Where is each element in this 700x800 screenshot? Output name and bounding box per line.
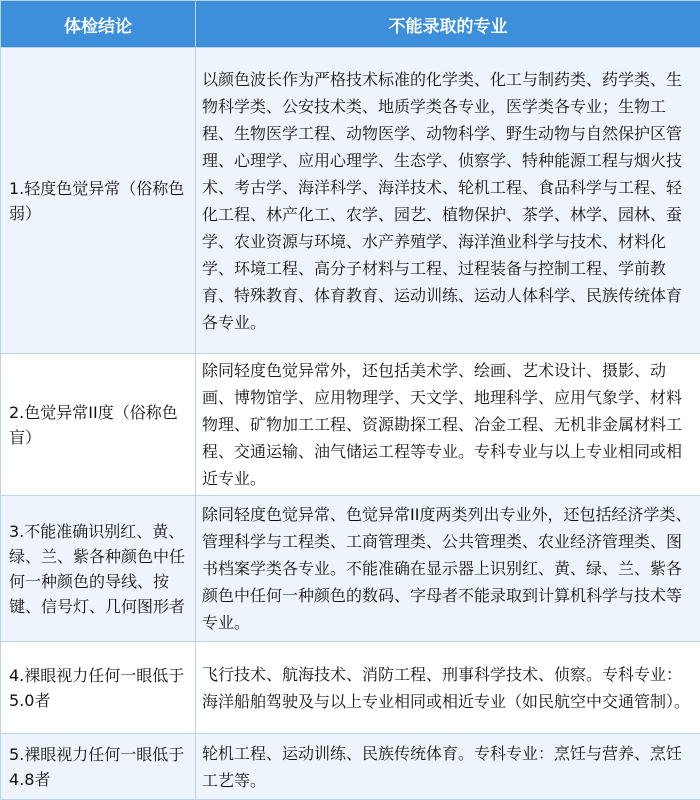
condition-cell: 4.裸眼视力任何一眼低于5.0者 <box>1 642 196 734</box>
header-restricted-majors: 不能录取的专业 <box>196 1 700 48</box>
table-row <box>1 642 700 734</box>
majors-cell: 除同轻度色觉异常、色觉异常II度两类列出专业外，还包括经济学类、管理科学与工程类、工商管理类、公共管理类、农业经济管理类、图书档案学类各专业。不能准确在显示器上识别红、黄、绿、兰、紫各颜色中任何一种颜色的数码、字母者不能录取到计算机科学与技术等专业。 <box>196 496 700 642</box>
header-exam-conclusion: 体检结论 <box>1 1 196 48</box>
table-row <box>1 734 700 800</box>
table-row <box>1 496 700 642</box>
condition-cell: 3.不能准确识别红、黄、绿、兰、紫各种颜色中任何一种颜色的导线、按键、信号灯、几何图形者 <box>1 496 196 642</box>
condition-cell: 5.裸眼视力任何一眼低于4.8者 <box>1 734 196 800</box>
majors-cell: 轮机工程、运动训练、民族传统体育。专科专业：烹饪与营养、烹饪工艺等。 <box>196 734 700 800</box>
table-row <box>1 354 700 496</box>
majors-cell: 以颜色波长作为严格技术标准的化学类、化工与制药类、药学类、生物科学类、公安技术类、地质学类各专业，医学类各专业；生物工程、生物医学工程、动物医学、动物科学、野生动物与自然保护区管理、心理学、应用心理学、生态学、侦察学、特种能源工程与烟火技术、考古学、海洋科学、海洋技术、轮机工程、食品科学与工程、轻化工程、林产化工、农学、园艺、植物保护、茶学、林学、园林、蚕学、农业资源与环境、水产养殖学、海洋渔业科学与技术、材料化学、环境工程、高分子材料与工程、过程装备与控制工程、学前教育、特殊教育、体育教育、运动训练、运动人体科学、民族传统体育各专业。 <box>196 48 700 354</box>
table-row <box>1 48 700 354</box>
majors-cell: 除同轻度色觉异常外，还包括美术学、绘画、艺术设计、摄影、动画、博物馆学、应用物理学、天文学、地理科学、应用气象学、材料物理、矿物加工工程、资源勘探工程、冶金工程、无机非金属材料工程、交通运输、油气储运工程等专业。专科专业与以上专业相同或相近专业。 <box>196 354 700 496</box>
condition-cell: 1.轻度色觉异常（俗称色弱） <box>1 48 196 354</box>
condition-cell: 2.色觉异常II度（俗称色盲） <box>1 354 196 496</box>
majors-cell: 飞行技术、航海技术、消防工程、刑事科学技术、侦察。专科专业：海洋船舶驾驶及与以上专业相同或相近专业（如民航空中交通管制）。 <box>196 642 700 734</box>
table-header-row <box>1 1 700 48</box>
